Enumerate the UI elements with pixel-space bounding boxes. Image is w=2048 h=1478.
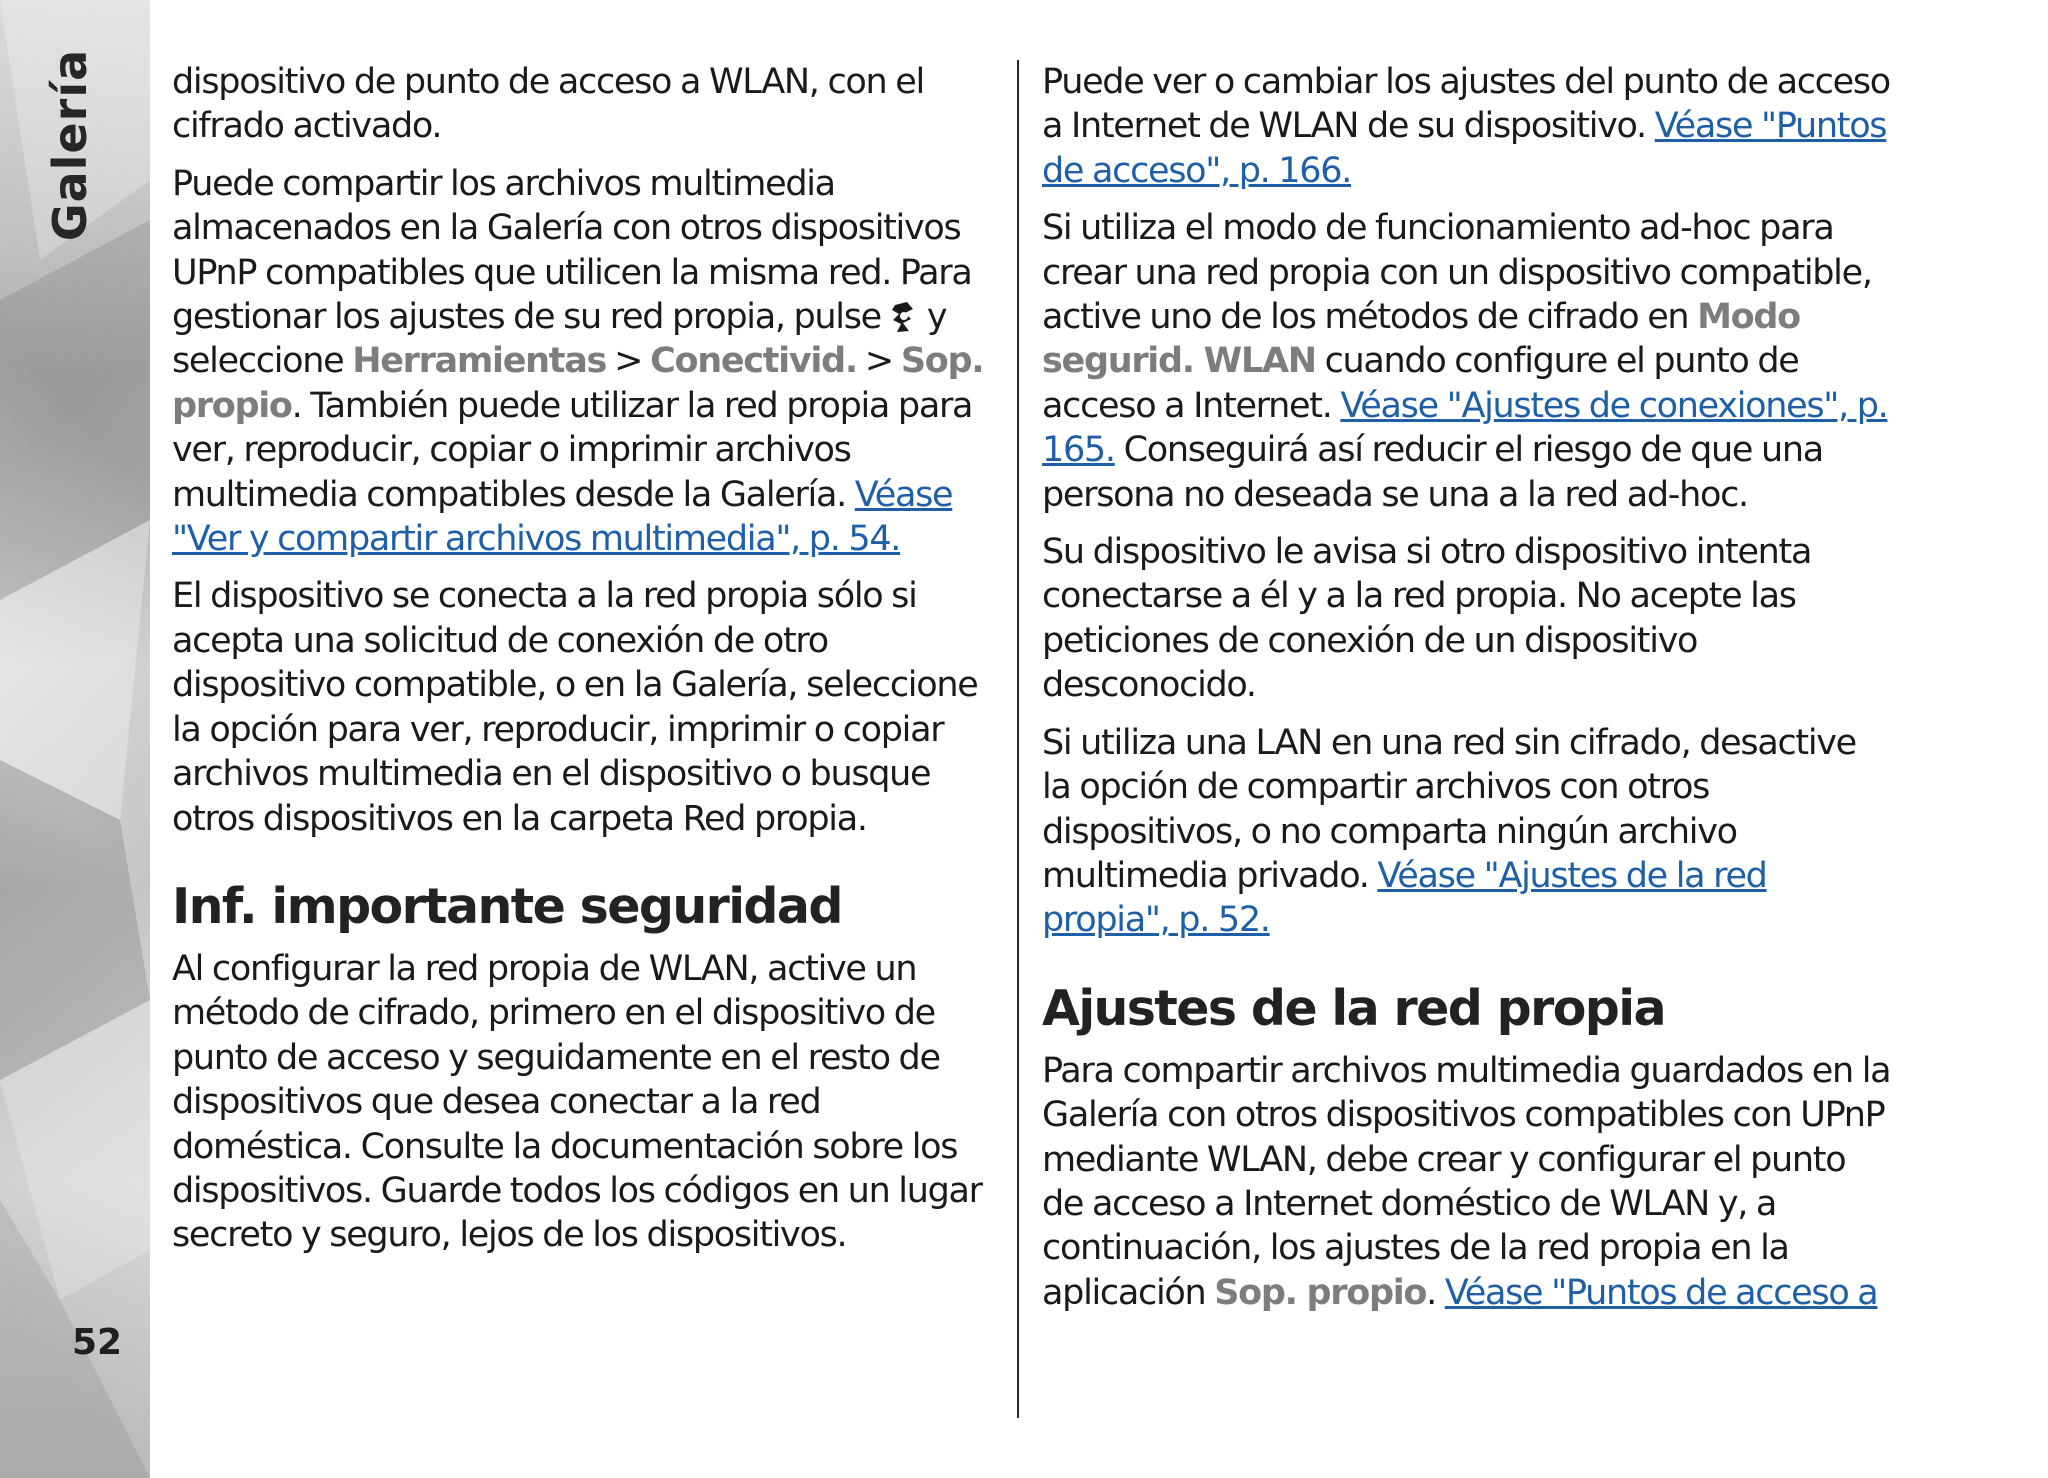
left-p2-text-a: Puede compartir los archivos multimedia almacenados en la Galería con otros dispositivos UPnP compatibles que utilicen la misma red. Para gestionar los ajustes de su red propia, pulse: [172, 163, 972, 338]
right-p2-text-c: Conseguirá así reducir el riesgo de que una persona no deseada se una a la red ad-hoc.: [1042, 430, 1823, 515]
menu-path-sop-propio: Sop. propio: [172, 341, 984, 426]
left-p4-text: Al configurar la red propia de WLAN, active un método de cifrado, primero en el dispositivo de punto de acceso y seguidamente en el resto de dispositivos que desea conectar a la red doméstica. Consulte la documentación sobre los dispositivos. Guarde todos los códigos en un lugar secreto y seguro, lejos de los dispositivos.: [172, 948, 982, 1256]
right-p4-text: Si utiliza una LAN en una red sin cifrado, desactive la opción de compartir archivos con otros dispositivos, o no comparta ningún archivo multimedia privado.: [1042, 722, 1856, 896]
column-divider: [1017, 60, 1019, 1418]
left-column: [172, 60, 1000, 1271]
link-ver-compartir[interactable]: Véase "Ver y compartir archivos multimedia", p. 54.: [172, 474, 953, 560]
right-paragraph-5: [1042, 1049, 1892, 1315]
menu-key-icon: [887, 299, 921, 335]
right-p3-text: Su dispositivo le avisa si otro dispositivo intenta conectarse a él y a la red propia. No acepte las peticiones de conexión de un dispositivo desconocido.: [1042, 532, 1812, 706]
right-column: [1042, 60, 1892, 1328]
left-p2-text-b: y seleccione: [172, 297, 947, 382]
link-ajustes-red-propia[interactable]: Véase "Ajustes de la red propia", p. 52.: [1042, 855, 1767, 941]
right-paragraph-4: [1042, 721, 1892, 943]
right-p2-text-b: cuando configure el punto de acceso a Internet.: [1042, 341, 1799, 426]
menu-separator: >: [864, 341, 893, 382]
left-paragraph-3: [172, 574, 1000, 840]
right-paragraph-2: [1042, 206, 1892, 517]
section-tab: [22, 30, 118, 260]
link-puntos-acceso[interactable]: Véase "Puntos de acceso", p. 166.: [1042, 106, 1887, 191]
page-number: 52: [72, 1322, 123, 1363]
right-p1-text: Puede ver o cambiar los ajustes del punto de acceso a Internet de WLAN de su dispositivo.: [1042, 62, 1890, 147]
link-puntos-acceso-2[interactable]: Véase "Puntos de acceso a: [1444, 1272, 1878, 1313]
left-paragraph-1: [172, 60, 1000, 149]
link-ajustes-conexiones[interactable]: Véase "Ajustes de conexiones", p. 165.: [1042, 385, 1888, 471]
left-paragraph-2: [172, 162, 1000, 562]
left-p2-text-c: . También puede utilizar la red propia para ver, reproducir, copiar o imprimir archivos multimedia compatibles desde la Galería.: [172, 385, 973, 515]
right-p5-text-b: .: [1426, 1272, 1436, 1313]
section-title: Galería: [43, 48, 97, 242]
right-paragraph-1: [1042, 60, 1892, 193]
right-p5-text-a: Para compartir archivos multimedia guardados en la Galería con otros dispositivos compatibles con UPnP mediante WLAN, debe crear y configurar el punto de acceso a Internet doméstico de WLAN y, a continuación, los ajustes de la red propia en la aplicación: [1042, 1050, 1891, 1313]
left-paragraph-4: [172, 947, 1000, 1258]
menu-path-sop-propio-2: Sop. propio: [1214, 1272, 1427, 1313]
menu-separator: >: [614, 341, 643, 382]
right-p2-text-a: Si utiliza el modo de funcionamiento ad-hoc para crear una red propia con un dispositivo compatible, active uno de los métodos de cifrado en: [1042, 208, 1872, 338]
right-paragraph-3: [1042, 530, 1892, 708]
left-p3-text: El dispositivo se conecta a la red propia sólo si acepta una solicitud de conexión de otro dispositivo compatible, o en la Galería, seleccione la opción para ver, reproducir, imprimir o copiar archivos multimedia en el dispositivo o busque otros dispositivos en la carpeta Red propia.: [172, 576, 978, 839]
heading-ajustes-red: Ajustes de la red propia: [1042, 979, 1665, 1037]
menu-path-conectivid: Conectivid.: [650, 341, 857, 382]
sidebar: [0, 0, 150, 1478]
heading-seguridad: Inf. importante seguridad: [172, 877, 842, 935]
menu-path-herramientas: Herramientas: [352, 341, 607, 382]
left-p1-text: dispositivo de punto de acceso a WLAN, con el cifrado activado.: [172, 62, 924, 147]
menu-path-modo-segurid: Modo segurid. WLAN: [1042, 297, 1800, 382]
